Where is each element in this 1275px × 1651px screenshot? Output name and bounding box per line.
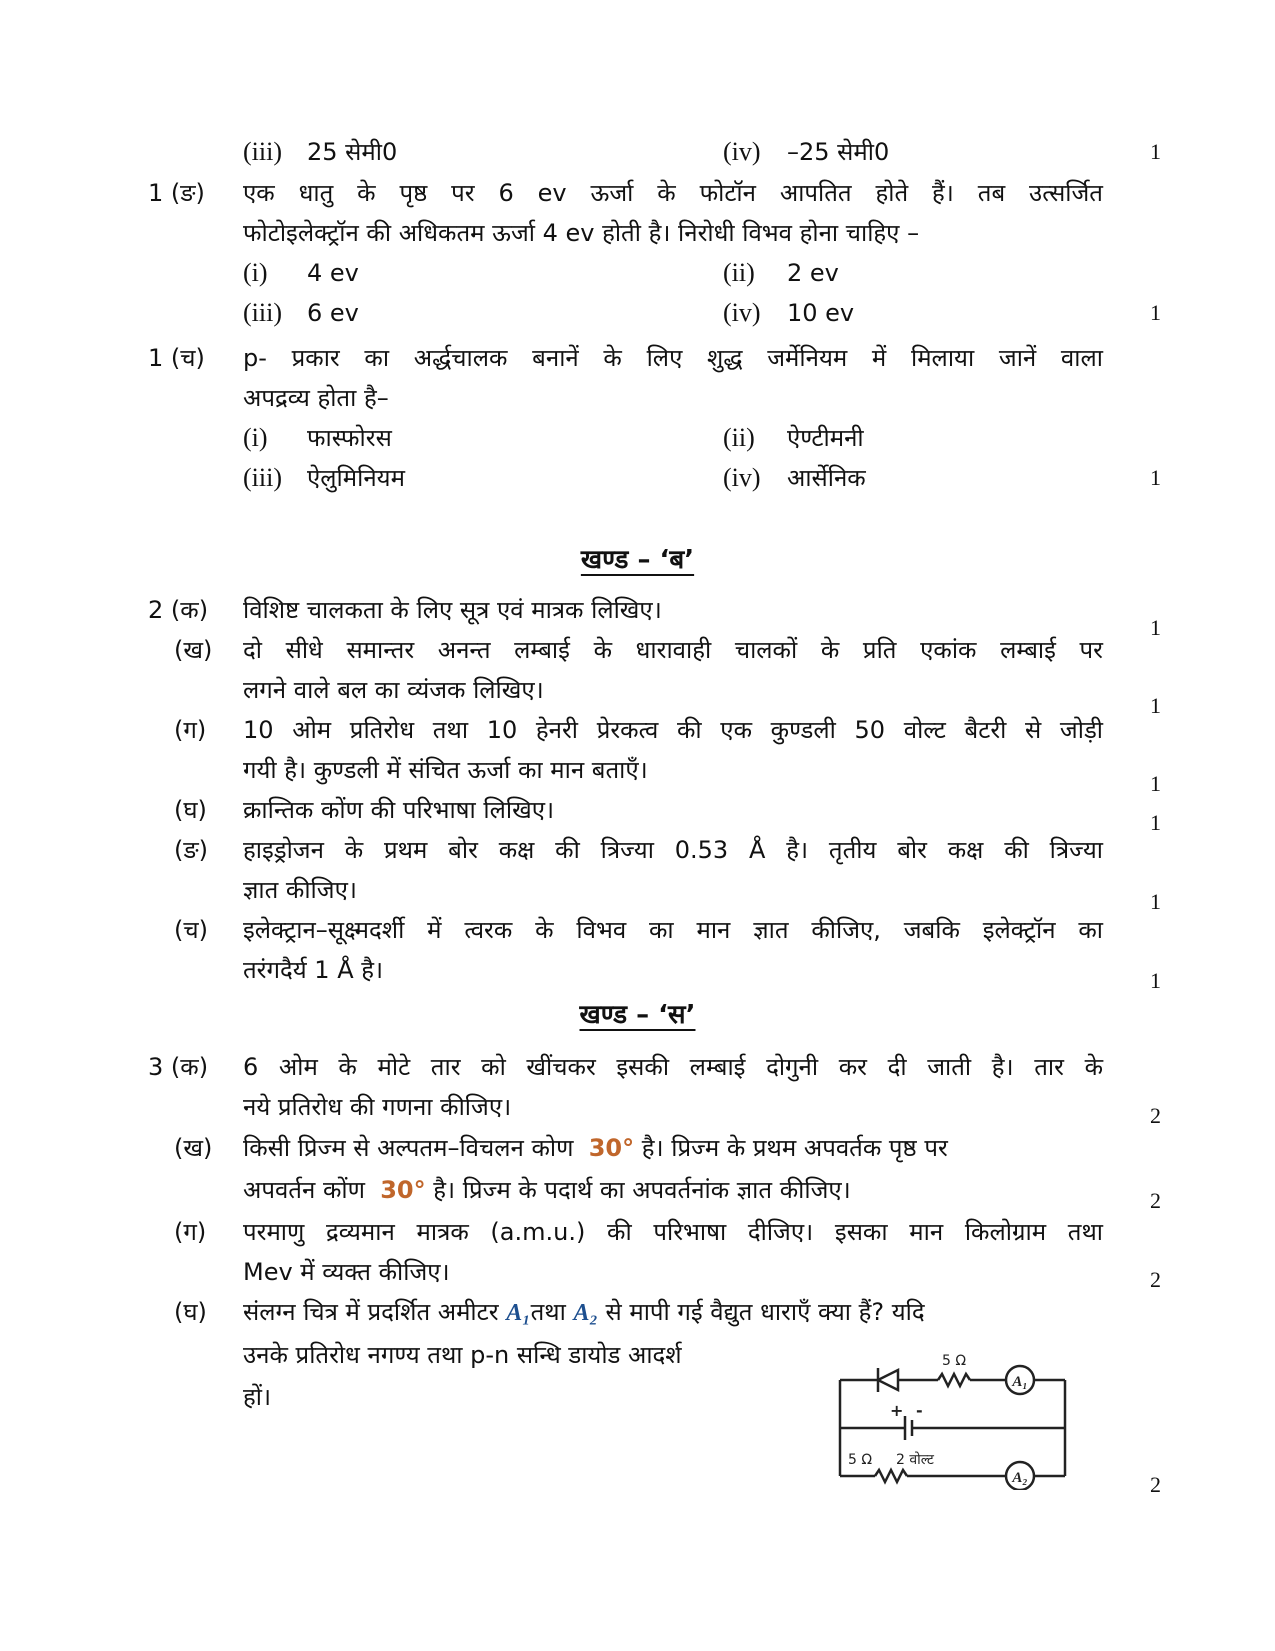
option: (iii) ऐलुमिनियम [243, 463, 405, 492]
question-text: फोटोइलेक्ट्रॉन की अधिकतम ऊर्जा 4 ev होती है। निरोधी विभव होना चाहिए – [243, 219, 920, 247]
marks: 2 [1150, 1267, 1161, 1292]
resistor-bottom-label: 5 Ω [848, 1452, 873, 1468]
sub-question-label: (ग) [174, 1218, 207, 1246]
sub-question-label: (ख) [174, 1134, 213, 1162]
question-text: इलेक्ट्रान–सूक्ष्मदर्शी में त्वरक के विभव का मान ज्ञात कीजिए, जबकि इलेक्ट्रॉन का [243, 916, 1103, 944]
question-text: अपवर्तन कोंण 30° है। प्रिज्म के पदार्थ का अपवर्तनांक ज्ञात कीजिए। [243, 1176, 851, 1204]
question-number: 1 (ङ) [148, 179, 205, 207]
marks: 2 [1150, 1188, 1161, 1213]
option: (iv) आर्सेनिक [723, 463, 866, 492]
question-number: 2 (क) [148, 596, 209, 624]
question-text: गयी है। कुण्डली में संचित ऊर्जा का मान बताएँ। [243, 756, 648, 784]
option: (i) 4 ev [243, 258, 359, 287]
question-text: 6 ओम के मोटे तार को खींचकर इसकी लम्बाई दोगुनी कर दी जाती है। तार के [243, 1053, 1103, 1081]
marks: 1 [1150, 465, 1161, 490]
question-text: Mev में व्यक्त कीजिए। [243, 1258, 450, 1286]
question-text: क्रान्तिक कोंण की परिभाषा लिखिए। [243, 796, 555, 824]
ammeter-a2-label: A₂ [1012, 1470, 1028, 1486]
marks: 1 [1150, 771, 1161, 796]
question-text: ज्ञात कीजिए। [243, 876, 357, 904]
option: (ii) 2 ev [723, 258, 839, 287]
question-text: विशिष्ट चालकता के लिए सूत्र एवं मात्रक लिखिए। [243, 596, 662, 624]
question-text: तरंगदैर्य 1 Å है। [243, 956, 384, 984]
resistor-top-label: 5 Ω [941, 1353, 967, 1369]
marks: 1 [1150, 693, 1161, 718]
marks: 2 [1150, 1103, 1161, 1128]
question-text: परमाणु द्रव्यमान मात्रक (a.m.u.) की परिभाषा दीजिए। इसका मान किलोग्राम तथा [243, 1218, 1103, 1246]
marks: 1 [1150, 300, 1161, 325]
option: (i) फास्फोरस [243, 423, 392, 452]
question-text: हों। [243, 1383, 272, 1411]
sub-question-label: (घ) [174, 1298, 207, 1326]
question-number: 1 (च) [148, 344, 205, 372]
section-heading: खण्ड – ‘स’ [579, 1000, 696, 1030]
angle-value: 30° [588, 1134, 635, 1162]
marks: 1 [1150, 139, 1161, 164]
question-text: हाइड्रोजन के प्रथम बोर कक्ष की त्रिज्या 0.53 Å है। तृतीय बोर कक्ष की त्रिज्या [243, 836, 1103, 864]
marks: 2 [1150, 1472, 1161, 1497]
question-text: नये प्रतिरोध की गणना कीजिए। [243, 1093, 512, 1121]
marks: 1 [1150, 615, 1161, 640]
sub-question-label: (घ) [174, 796, 207, 824]
sub-question-label: (ख) [174, 636, 213, 664]
question-number: 3 (क) [148, 1053, 209, 1081]
marks: 1 [1150, 968, 1161, 993]
marks: 1 [1150, 889, 1161, 914]
battery-minus: - [916, 1401, 923, 1420]
battery-label: 2 वोल्ट [896, 1452, 934, 1468]
question-text: उनके प्रतिरोध नगण्य तथा p-n सन्धि डायोड आदर्श [243, 1341, 682, 1369]
question-text: संलग्न चित्र में प्रदर्शित अमीटर A₁तथा A₂ से मापी गई वैद्युत धाराएँ क्या हैं? यदि [243, 1298, 925, 1326]
sub-question-label: (ग) [174, 716, 207, 744]
option: (iii) 6 ev [243, 298, 359, 327]
question-text: किसी प्रिज्म से अल्पतम–विचलन कोण 30° है। प्रिज्म के प्रथम अपवर्तक पृष्ठ पर [243, 1134, 948, 1162]
ammeter-label: A₂ [573, 1300, 598, 1326]
option-iv-prev: (iv) –25 सेमी0 [723, 137, 890, 166]
marks: 1 [1150, 810, 1161, 835]
question-text: एक धातु के पृष्ठ पर 6 ev ऊर्जा के फोटॉन आपतित होते हैं। तब उत्सर्जित [243, 179, 1103, 207]
option: (ii) ऐण्टीमनी [723, 423, 864, 452]
option-iii-prev: (iii) 25 सेमी0 [243, 137, 398, 166]
question-text: लगने वाले बल का व्यंजक लिखिए। [243, 676, 544, 704]
option: (iv) 10 ev [723, 298, 855, 327]
question-text: अपद्रव्य होता है– [243, 384, 389, 412]
angle-value: 30° [380, 1176, 426, 1204]
section-heading: खण्ड – ‘ब’ [580, 545, 695, 575]
battery-plus: + [890, 1401, 904, 1420]
question-text: p- प्रकार का अर्द्धचालक बनानें के लिए शुद्ध जर्मेनियम में मिलाया जानें वाला [243, 344, 1103, 372]
circuit-diagram [820, 1340, 1080, 1490]
sub-question-label: (च) [174, 916, 208, 944]
ammeter-label: A₁ [506, 1300, 531, 1326]
question-text: दो सीधे समान्तर अनन्त लम्बाई के धारावाही चालकों के प्रति एकांक लम्बाई पर [243, 636, 1103, 664]
ammeter-a1-label: A₁ [1012, 1374, 1028, 1390]
sub-question-label: (ङ) [174, 836, 209, 864]
question-text: 10 ओम प्रतिरोध तथा 10 हेनरी प्रेरकत्व की एक कुण्डली 50 वोल्ट बैटरी से जोड़ी [243, 716, 1103, 744]
